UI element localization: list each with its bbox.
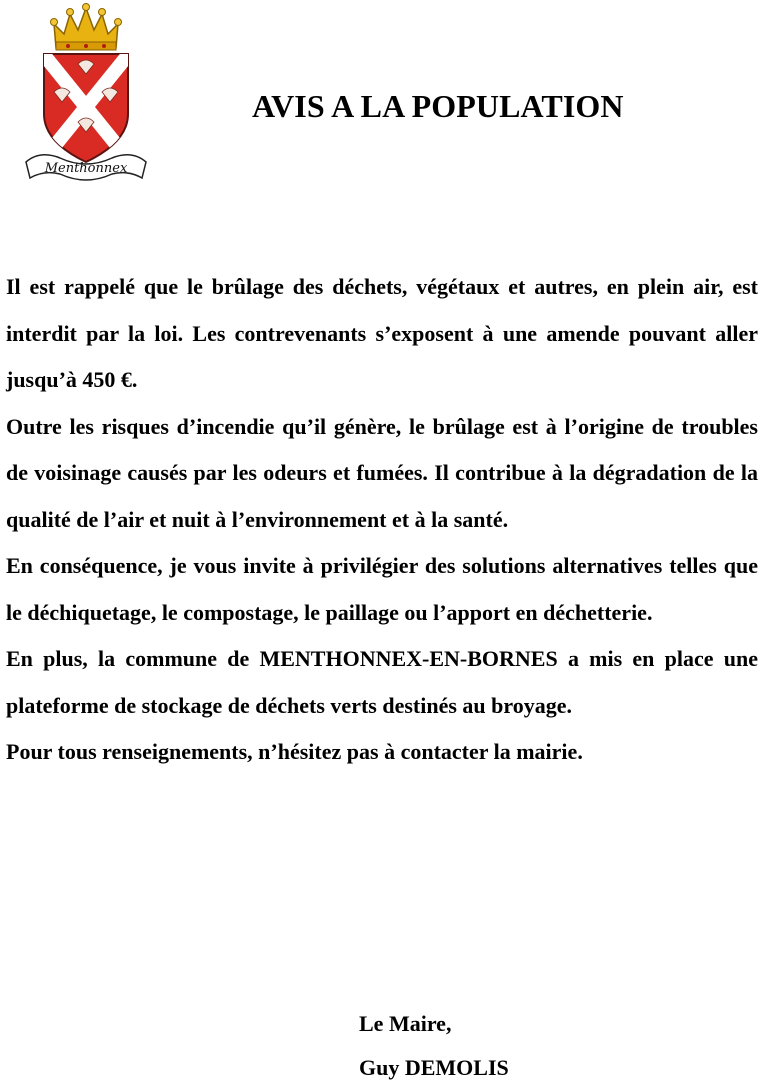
paragraph-alternatives: En conséquence, je vous invite à privilégier des solutions alternatives telles que le déchiquetage, le compostage, le paillage ou l’apport en déchetterie.	[6, 553, 758, 625]
paragraph-storage-platform: En plus, la commune de MENTHONNEX-EN-BORNES a mis en place une plateforme de stockage de déchets verts destinés au broyage.	[6, 646, 758, 718]
shield-icon	[40, 50, 132, 164]
paragraph-risks: Outre les risques d’incendie qu’il génère, le brûlage est à l’origine de troubles de voisinage causés par les odeurs et fumées. Il contribue à la dégradation de la qualité de l’air et nuit à l’environnement et à la santé.	[6, 413, 758, 532]
paragraph-contact: Pour tous renseignements, n’hésitez pas à contacter la mairie.	[6, 739, 583, 764]
crown-icon	[51, 4, 122, 51]
page-title: AVIS A LA POPULATION	[252, 88, 624, 124]
signature-block	[359, 1002, 509, 1090]
paragraph-burning-ban: Il est rappelé que le brûlage des déchets, végétaux et autres, en plein air, est interdit par la loi. Les contrevenants s’exposent à une amende pouvant aller jusqu’à 450 €.	[6, 274, 758, 392]
banner-text: Menthonnex	[44, 161, 128, 176]
notice-body	[6, 264, 758, 776]
signature-name: Guy DEMOLIS	[359, 1055, 509, 1080]
coat-of-arms-icon	[20, 2, 152, 188]
signature-role: Le Maire,	[359, 1011, 452, 1036]
